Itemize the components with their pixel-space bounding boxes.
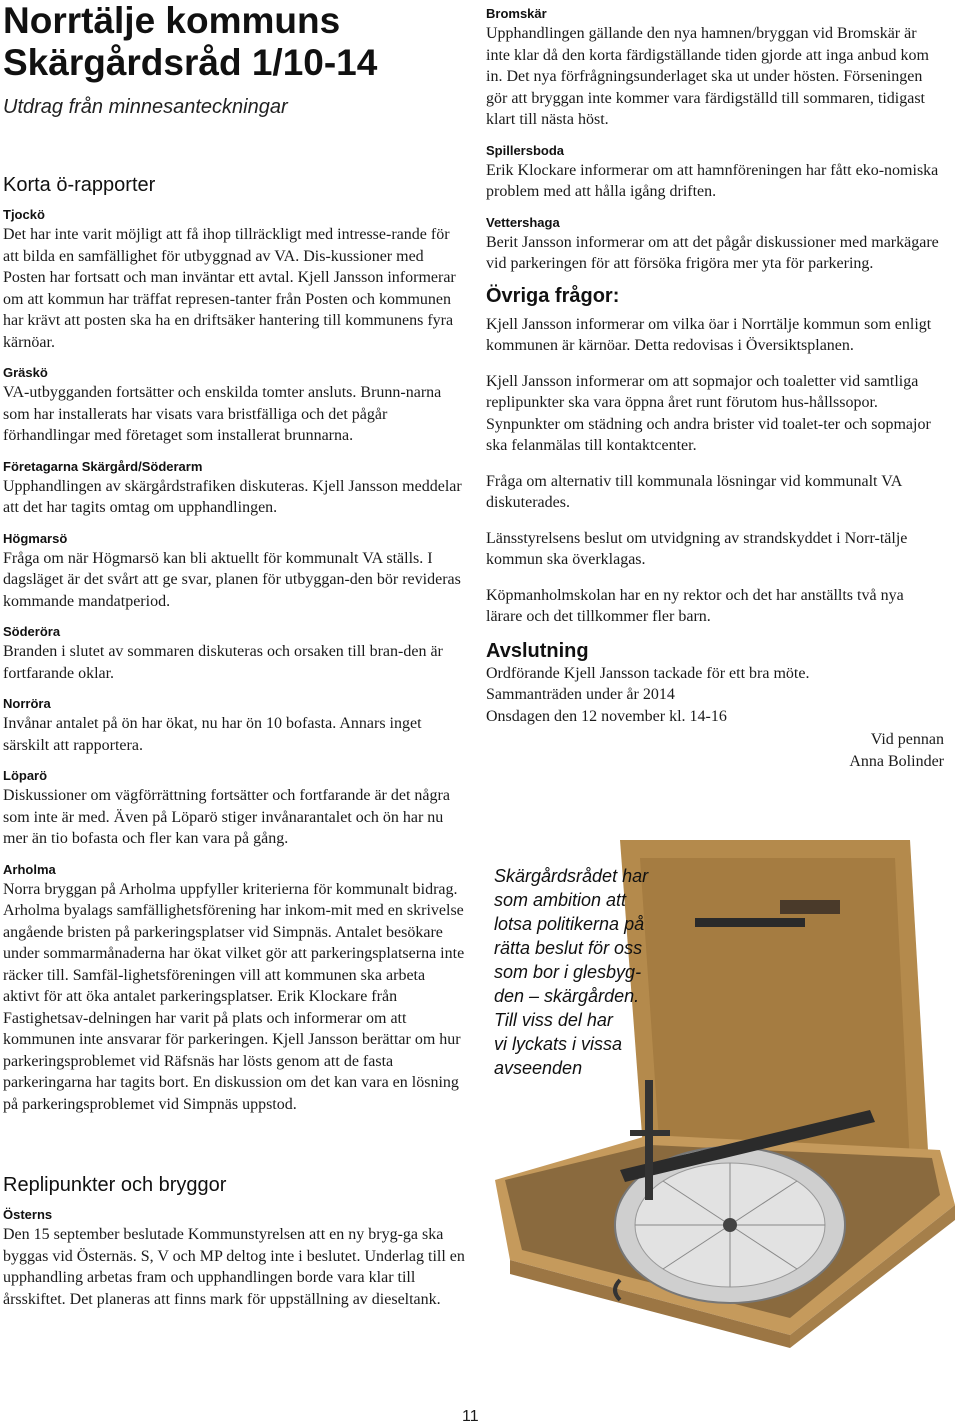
lid-plate <box>780 900 840 914</box>
sight-post <box>645 1080 653 1200</box>
quote-line: som bor i glesbyg- <box>494 962 642 982</box>
ovriga-paragraph: Kjell Jansson informerar om vilka öar i Norrtälje kommun som enligt kommunen är kärnöar. Detta redovisas i Översiktsplanen. <box>486 315 932 354</box>
subsection-paragraph: Norra bryggan på Arholma uppfyller kriterierna för kommunalt bidrag. Arholma byalags samfällighetsförening har inkom-mit med en skrivelse angående bristen på parkeringsplatser vid Simpnäs. Antalet besökare under sommarmånaderna har ökat vilket gör att parkeringsplatserna inte räcker till. Samfäl-lighetsföreningen vill att kommunen ska arbeta aktivt för att öka antalet parkeringsplatser. Erik Klockare från Fastighetsav-delningen har varit på plats och informerar om att kommunen inte ansvarar för parkeringen. Kjell Jansson berättar om hur parkeringsproblemet vid Räfsnäs har lösts genom att de fasta parkeringarna har tagits bort. En diskussion om det kan vara en lösning på parkeringsproblemet vid Simpnäs uppstod. <box>3 880 465 1113</box>
quote-line: Skärgårdsrådet har <box>494 866 649 886</box>
quote-line: rätta beslut för oss <box>494 938 643 958</box>
quote-line: den – skärgården. <box>494 986 640 1006</box>
ovriga-paragraph: Kjell Jansson informerar om att sopmajor och toaletter vid samtliga replipunkter ska vara öppna året runt förutom hus-hållssopor. Synpunkter om städning och andra brister vid toalet-ter och sopmajor ska felanmälas till kontaktcenter. <box>486 372 931 454</box>
subsection-paragraph: Den 15 september beslutade Kommunstyrelsen att en ny bryg-ga ska byggas vid Östernäs. S, V och MP deltog inte i beslutet. Underlag till en upphandling arbetas fram och upphandlingen borde vara klar till årsskiftet. Det planeras att finns mark för uppställning av dieseltank. <box>3 1226 465 1308</box>
subsection-heading: Norröra <box>3 696 51 711</box>
subsection-paragraph: VA-utbygganden fortsätter och enskilda tomter ansluts. Brunn-narna som har installerats har visats vara bristfälliga och det pågår förhandlingar med företaget som installerat brunnarna. <box>3 384 442 444</box>
subsection-paragraph: Invånar antalet på ön har ökat, nu har ön 10 bofasta. Annars inget särskilt att rapportera. <box>3 715 422 754</box>
subsection-heading: Bromskär <box>486 6 547 21</box>
subsection-heading: Österns <box>3 1207 53 1222</box>
right-column <box>486 0 944 772</box>
page-title-line1: Norrtälje kommuns <box>3 0 341 41</box>
quote-line: avseenden <box>494 1058 583 1078</box>
lid-strip <box>695 918 805 927</box>
subsection-paragraph: Fråga om när Högmarsö kan bli aktuellt för kommunalt VA ställs. I dagsläget är det svårt att ge svar, planen för utbyggan-den bör revideras kommande mandatperiod. <box>3 549 461 610</box>
subsection-heading: Vettershaga <box>486 214 560 230</box>
korta-section <box>3 174 465 1115</box>
quote-line: som ambition att <box>494 890 627 910</box>
subsection-paragraph: Diskussioner om vägförrättning fortsätter och fortfarande är det några som inte är med. Även på Löparö stiger invånarantalet och ön har nu mer än tio bofasta och fler kan vara på gång. <box>3 787 450 847</box>
avslutning-line: Sammanträden under år 2014 <box>486 686 675 703</box>
subsection-paragraph: Berit Jansson informerar om att det pågår diskussioner med markägare vid parkeringen för att försöka frigöra mer yta för parkering. <box>486 233 939 272</box>
subsection-heading: Högmarsö <box>3 530 68 546</box>
subsection-heading: Tjockö <box>3 207 45 222</box>
ovriga-paragraph: Köpmanholmskolan har en ny rektor och det har anställts två nya lärare och det tillkommer fler barn. <box>486 586 904 625</box>
subsection-paragraph: Upphandlingen gällande den nya hamnen/bryggan vid Bromskär är inte klar då den korta färdigställande tiden gjorde att inga anbud kom in. Det nya förfrågningsunderlaget ska ut under hösten. Förseningen gör att bryggan inte kommer vara färdigställd till sommaren, tidigast klart till nästa höst. <box>486 25 929 128</box>
subsection-paragraph: Erik Klockare informerar om att hamnföreningen har fått eko-nomiska problem med att hålla igång driften. <box>486 161 939 200</box>
page-title-line2: Skärgårdsråd 1/10-14 <box>3 42 378 83</box>
signature-line1: Vid pennan <box>870 731 944 748</box>
korta-title: Korta ö-rapporter <box>3 174 156 196</box>
compass-pivot <box>723 1218 737 1232</box>
sight-crossbar <box>630 1130 670 1136</box>
avslutning-title: Avslutning <box>486 639 589 662</box>
replipunkter-section <box>3 1174 465 1310</box>
page-number: 11 <box>462 1408 479 1425</box>
subsection-paragraph: Upphandlingen av skärgårdstrafiken diskuteras. Kjell Jansson meddelar att det har tagits omtag om upphandlingen. <box>3 477 462 516</box>
subsection-paragraph: Det har inte varit möjligt att få ihop tillräckligt med intresse-rande för att bilda en samfällighet för utbyggnad av VA. Dis-kussioner med Posten har fortsatt och man inväntar ett avtal. Kjell Jansson informerar om att kommun har träffat represen-tanter från Posten och kommunen har krävt att posten ska ha en driftsäker hantering till kommunens fyra kärnöar. <box>3 226 456 351</box>
subsection-heading: Företagarna Skärgård/Söderarm <box>3 458 203 474</box>
quote-line: Till viss del har <box>494 1010 613 1030</box>
ovriga-paragraph: Länsstyrelsens beslut om utvidgning av strandskyddet i Norr-tälje kommun ska överklagas. <box>486 529 908 568</box>
signature <box>486 729 944 772</box>
page-subtitle: Utdrag från minnesanteckningar <box>3 96 288 118</box>
replipunkter-title: Replipunkter och bryggor <box>3 1174 227 1196</box>
subsection-paragraph: Branden i slutet av sommaren diskuteras och orsaken till bran-den är fortfarande oklar. <box>3 643 443 682</box>
subsection-heading: Arholma <box>3 861 56 877</box>
ovriga-paragraph: Fråga om alternativ till kommunala lösningar vid kommunalt VA diskuterades. <box>486 472 902 511</box>
quote-line: lotsa politikerna på <box>494 914 645 934</box>
ovriga-title: Övriga frågor: <box>486 284 620 307</box>
page-header <box>3 0 377 119</box>
avslutning-line: Onsdagen den 12 november kl. 14-16 <box>486 707 727 725</box>
subsection-heading: Löparö <box>3 768 48 783</box>
subsection-heading: Spillersboda <box>486 142 565 158</box>
subsection-heading: Söderöra <box>3 624 61 639</box>
subsection-heading: Gräskö <box>3 365 48 380</box>
avslutning-line: Ordförande Kjell Jansson tackade för ett bra möte. <box>486 664 810 682</box>
pull-quote <box>494 864 694 1080</box>
quote-line: vi lyckats i vissa <box>494 1034 623 1054</box>
signature-name: Anna Bolinder <box>849 752 944 770</box>
